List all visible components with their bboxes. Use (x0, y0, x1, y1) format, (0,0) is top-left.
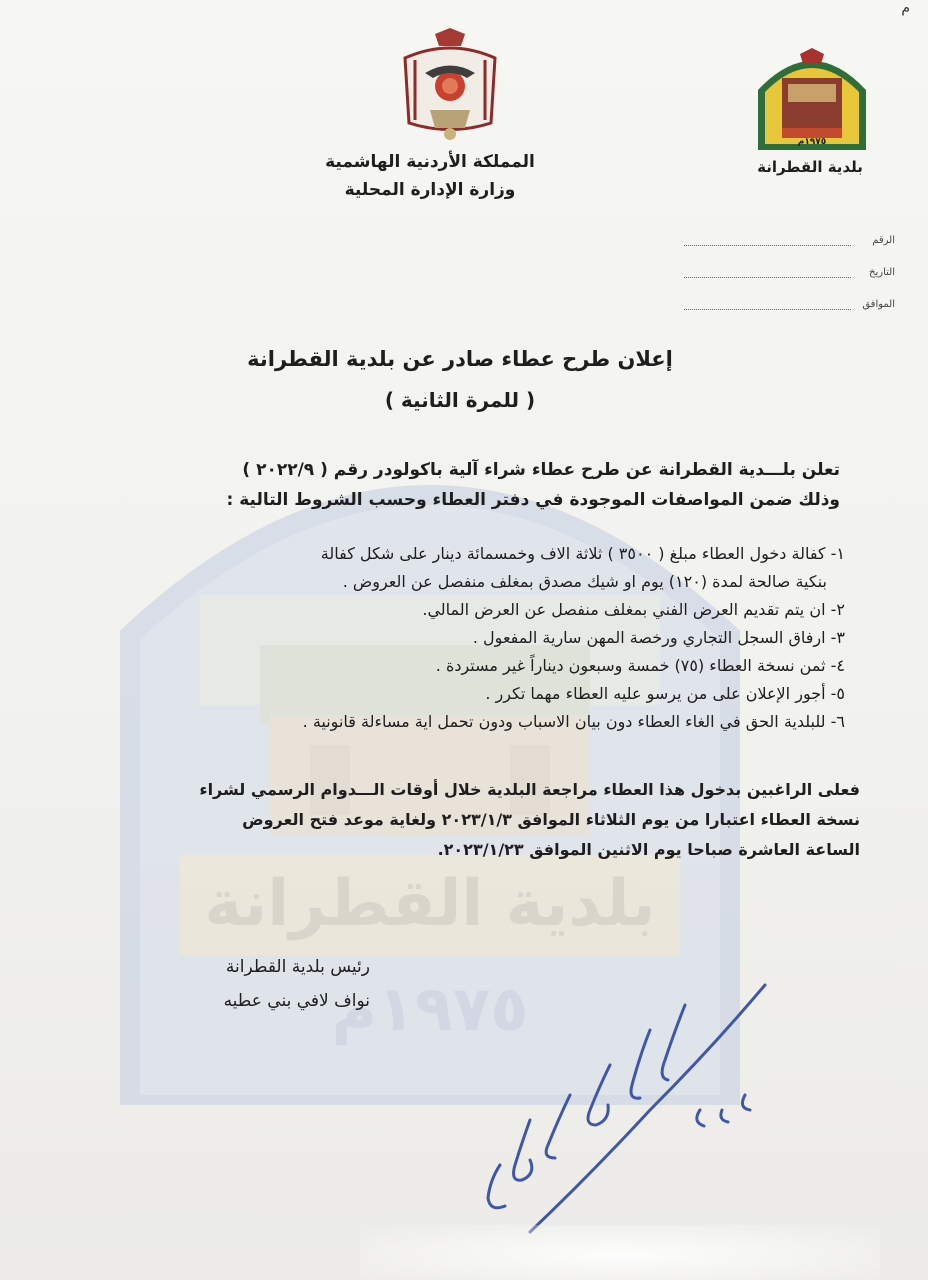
closing-paragraph (90, 775, 860, 865)
ref-number-label: الرقم (872, 234, 895, 246)
closing-line: فعلى الراغبين بدخول هذا العطاء مراجعة البلدية خلال أوقات الـــدوام الرسمي لشراء (199, 780, 860, 799)
logo-year: ١٩٧٥م (797, 137, 827, 147)
condition-item: بنكية صالحة لمدة (١٢٠) يوم او شيك مصدق بمغلف منفصل عن العروض . (342, 572, 827, 591)
signatory-name: نواف لافي بني عطيه (223, 991, 370, 1011)
closing-line: نسخة العطاء اعتبارا من يوم الثلاثاء الموافق ٢٠٢٣/١/٣ ولغاية موعد فتح العروض (242, 810, 860, 829)
kingdom-heading (300, 148, 560, 204)
intro-line: تعلن بلـــدية القطرانة عن طرح عطاء شراء آلية باكولودر رقم ( ٢٠٢٢/٩ ) (242, 460, 840, 480)
condition-item: ٣- ارفاق السجل التجاري ورخصة المهن سارية المفعول . (472, 628, 845, 647)
municipality-logo-icon (752, 40, 872, 152)
signatory-block (130, 950, 370, 1018)
kingdom-name: المملكة الأردنية الهاشمية (325, 152, 535, 172)
condition-item: ٥- أجور الإعلان على من يرسو عليه العطاء مهما تكرر . (485, 684, 845, 703)
ref-hijri-line (684, 299, 851, 310)
corner-mark: م (901, 0, 910, 16)
ref-hijri-label: الموافق (862, 298, 895, 310)
reference-fields (680, 224, 895, 320)
jordan-crest-icon (395, 28, 505, 143)
condition-item: ٢- ان يتم تقديم العرض الفني بمغلف منفصل عن العرض المالي. (422, 600, 845, 619)
watermark-name: بلدية القطرانة (204, 867, 656, 941)
handwritten-signature (460, 960, 780, 1240)
condition-item: ٤- ثمن نسخة العطاء (٧٥) خمسة وسبعون ديناراً غير مستردة . (435, 656, 845, 675)
ref-number-line (684, 235, 851, 246)
watermark-year: ١٩٧٥م (331, 972, 529, 1045)
closing-line: الساعة العاشرة صباحا يوم الاثنين الموافق ٢٠٢٣/١/٢٣. (437, 840, 860, 859)
bottom-shadow (360, 1225, 880, 1280)
ref-date-line (684, 267, 851, 278)
conditions-list (130, 540, 845, 736)
announcement-intro (80, 455, 840, 515)
ref-date-row (680, 256, 895, 288)
announcement-title: إعلان طرح عطاء صادر عن بلدية القطرانة (247, 347, 673, 371)
ministry-name: وزارة الإدارة المحلية (344, 180, 516, 200)
signatory-title: رئيس بلدية القطرانة (225, 957, 370, 977)
condition-item: ٦- للبلدية الحق في الغاء العطاء دون بيان الاسباب ودون تحمل اية مساءلة قانونية . (302, 712, 845, 731)
intro-line: وذلك ضمن المواصفات الموجودة في دفتر العطاء وحسب الشروط التالية : (226, 490, 840, 510)
announcement-subtitle: ( للمرة الثانية ) (384, 388, 536, 412)
condition-item: ١- كفالة دخول العطاء مبلغ ( ٣٥٠٠ ) ثلاثة الاف وخمسمائة دينار على شكل كفالة (320, 544, 845, 563)
municipality-name: بلدية القطرانة (757, 158, 863, 176)
ref-hijri-row (680, 288, 895, 320)
ref-date-label: التاريخ (869, 266, 895, 278)
ref-number-row (680, 224, 895, 256)
